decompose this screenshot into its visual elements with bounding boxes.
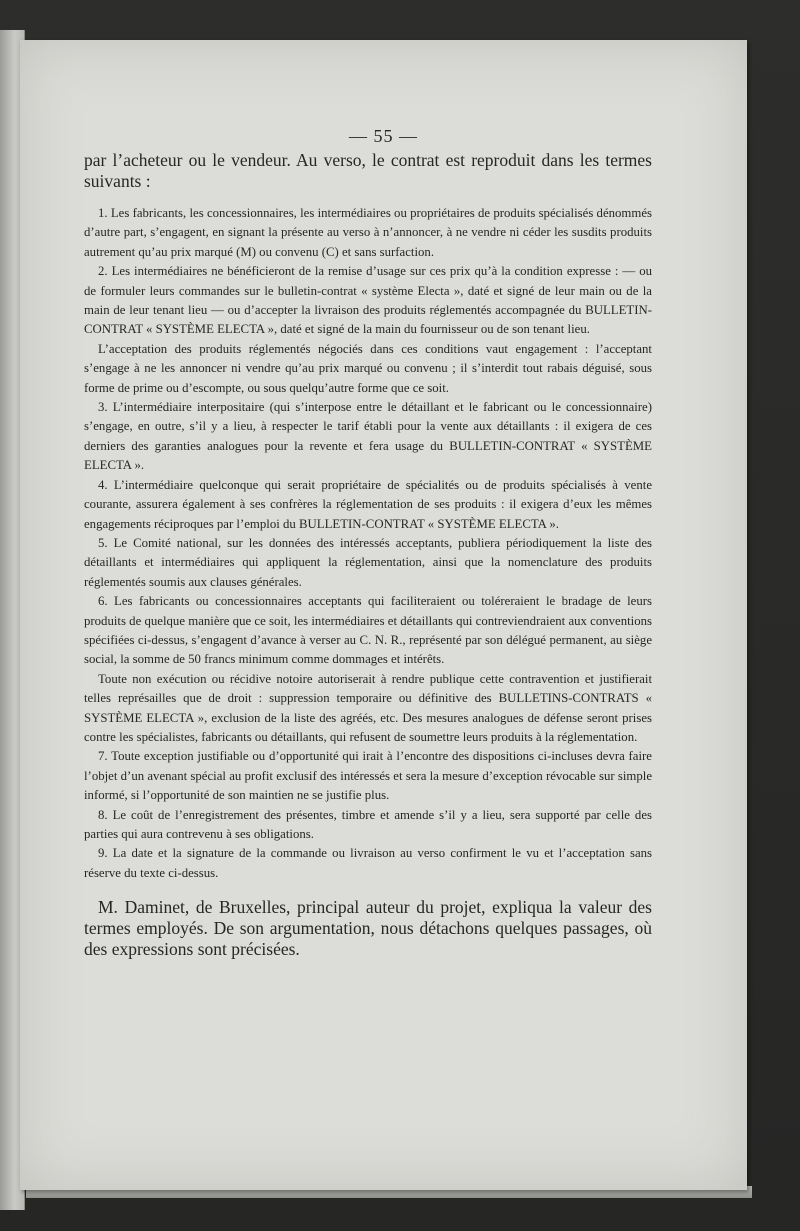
contract-clause-2: 2. Les intermédiaires ne bénéficieront de la remise d’usage sur ces prix qu’à la condition expresse : — ou de formuler leurs commandes sur le bulletin-contrat « système Electa », daté et signé de leur main ou de la main de leur tenant lieu — ou d’accepter la livraison des produits réglementés accompagnée du BULLETIN-CONTRAT « SYSTÈME ELECTA », daté et signé de la main du fournisseur ou de son tenant lieu. bbox=[84, 264, 652, 337]
contract-clause-8: 8. Le coût de l’enregistrement des présentes, timbre et amende s’il y a lieu, sera supporté par celle des parties qui aura contrevenu à ses obligations. bbox=[84, 807, 652, 841]
contract-clause-9: 9. La date et la signature de la commande ou livraison au verso confirment le vu et l’acceptation sans réserve du texte ci-dessus. bbox=[84, 846, 652, 880]
page-number: — 55 — bbox=[349, 126, 418, 146]
contract-clause-6-sanctions: Toute non exécution ou récidive notoire autoriserait à rendre publique cette contravention et justifierait telles représailles que de droit : suppression temporaire ou définitive des BULLETINS-CONTRATS « SYSTÈME ELECTA », exclusion de la liste des agréés, etc. Des mesures analogues de défense seront prises contre les spécialistes, fabricants ou détaillants, qui refusent de soumettre leurs produits à la réglementation. bbox=[84, 671, 652, 744]
contract-clause-2-acceptance: L’acceptation des produits réglementés négociés dans ces conditions vaut engagement : l’acceptant s’engage à ne les annoncer ni vendre qu’au prix marqué ou convenu ; il s’interdit tout rabais déguisé, sous forme de prime ou d’escompte, ou sous quelqu’autre forme que ce soit. bbox=[84, 341, 652, 395]
document-page bbox=[20, 40, 747, 1190]
contract-clause-5: 5. Le Comité national, sur les données des intéressés acceptants, publiera périodiquement la liste des détaillants et intermédiaires qui appliquent la réglementation, ainsi que la nomenclature des produits réglementés soumis aux clauses générales. bbox=[84, 535, 652, 589]
contract-clause-7: 7. Toute exception justifiable ou d’opportunité qui irait à l’encontre des dispositions ci-incluses devra faire l’objet d’un avenant spécial au profit exclusif des intéressés et sera la mesure d’exception révocable sur simple informé, si l’opportunité de son maintien ne se justifie plus. bbox=[84, 749, 652, 803]
closing-paragraph: M. Daminet, de Bruxelles, principal auteur du projet, expliqua la valeur des termes employés. De son argumentation, nous détachons quelques passages, où des expressions sont précisées. bbox=[84, 897, 652, 960]
contract-clause-6: 6. Les fabricants ou concessionnaires acceptants qui faciliteraient ou toléreraient le bradage de leurs produits de quelque manière que ce soit, les intermédiaires et détaillants qui contreviendraient aux conventions spécifiées ci-dessus, s’engagent d’avance à verser au C. N. R., représenté par son délégué permanent, au siège social, la somme de 50 francs minimum comme dommages et intérêts. bbox=[84, 594, 652, 667]
page-body bbox=[84, 150, 652, 960]
contract-clause-3: 3. L’intermédiaire interpositaire (qui s’interpose entre le détaillant et le fabricant ou le concessionnaire) s’engage, en outre, s’il y a lieu, à respecter le tarif établi pour la vente aux détaillants : il exigera de ces derniers des garanties analogues pour la revente et fera usage du BULLETIN-CONTRAT « SYSTÈME ELECTA ». bbox=[84, 400, 652, 473]
intro-paragraph: par l’acheteur ou le vendeur. Au verso, le contrat est reproduit dans les termes suivants : bbox=[84, 150, 652, 191]
contract-clause-1: 1. Les fabricants, les concessionnaires, les intermédiaires ou propriétaires de produits spécialisés dénommés d’autre part, s’engagent, en signant la présente au verso à n’annoncer, à ne vendre ni céder les susdits produits autrement qu’au prix marqué (M) ou convenu (C) et sans surfaction. bbox=[84, 206, 652, 259]
spacer bbox=[84, 192, 652, 204]
spacer bbox=[84, 883, 652, 897]
contract-clause-4: 4. L’intermédiaire quelconque qui serait propriétaire de spécialités ou de produits spécialisés à vente courante, assurera également à ses confrères la réglementation de ses produits : il exigera d’eux les mêmes engagements réciproques par l’emploi du BULLETIN-CONTRAT « SYSTÈME ELECTA ». bbox=[84, 477, 652, 531]
